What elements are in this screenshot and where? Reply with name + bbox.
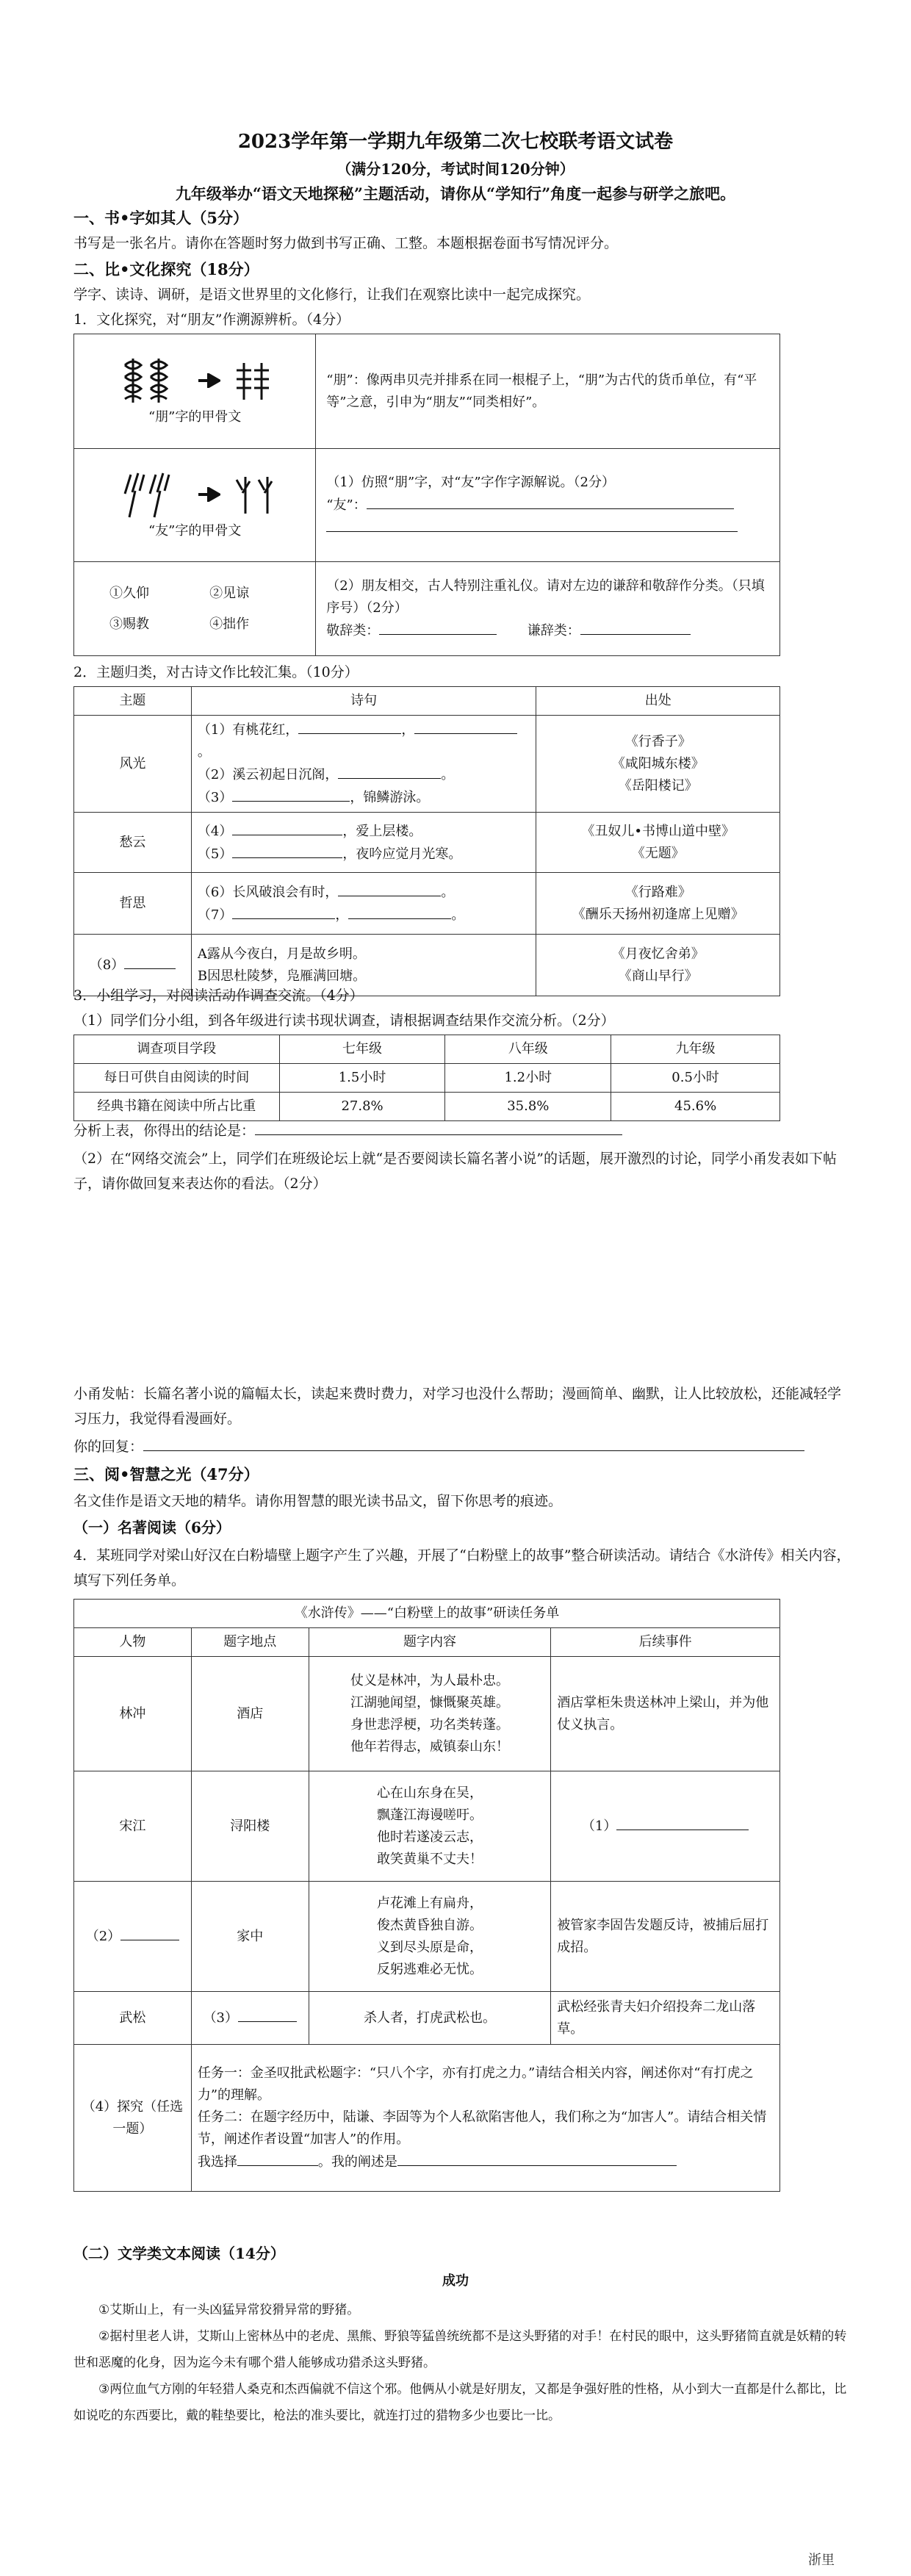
- scenery-sources: 《行香子》 《咸阳城东楼》 《岳阳楼记》: [536, 716, 780, 813]
- classify-task: （2）朋友相交，古人特别注重礼仪。请对左边的谦辞和敬辞作分类。（只填序号）（2分）: [326, 578, 765, 616]
- classify-answers[interactable]: 敬辞类： 谦辞类：: [326, 619, 769, 642]
- you-answer-line-2[interactable]: [326, 517, 769, 539]
- q1-table: [73, 334, 780, 656]
- you-task-cell: [316, 449, 780, 562]
- exam-title: 2023学年第一学期九年级第二次七校联考语文试卷: [237, 131, 674, 153]
- sheet-header-person: 人物: [74, 1628, 192, 1657]
- explore-label: （4）探究（任选一题）: [74, 2045, 192, 2192]
- part3-heading: 三、阅•智慧之光（47分）: [73, 1465, 259, 1483]
- poem-lu-junyi: 卢花滩上有扁舟， 俊杰黄昏独自游。 义到尽头原是命， 反躬逃难必无忧。: [309, 1882, 550, 1992]
- poem-lin-chong: 仗义是林冲，为人最朴忠。 江湖驰闻望，慷慨聚英雄。 身世悲浮梗，功名类转蓬。 他年若得志，威镇泰山东！: [309, 1657, 550, 1771]
- option-3: ③赐教: [109, 616, 149, 632]
- peng-oracle-icon: [115, 355, 188, 406]
- task-sheet-title: 《水浒传》——“白粉壁上的故事”研读任务单: [74, 1600, 780, 1628]
- table-row: 武松 （3） 杀人者，打虎武松也。 武松经张青夫妇介绍投奔二龙山落草。: [74, 1992, 780, 2045]
- line-4[interactable]: （4） ，爱上层楼。: [198, 820, 530, 843]
- options-cell: [74, 562, 316, 656]
- line-2[interactable]: （2）溪云初起日沉阁， 。: [198, 763, 530, 786]
- you-oracle-icon: [115, 469, 188, 520]
- theme-blank-8[interactable]: （8）: [74, 935, 192, 996]
- sheet-header-place: 题字地点: [191, 1628, 309, 1657]
- table-row: 林冲 酒店 仗义是林冲，为人最朴忠。 江湖驰闻望，慷慨聚英雄。 身世悲浮梗，功名类转蓬。 他年若得志，威镇泰山东！ 酒店掌柜朱贵送林冲上梁山，并为他仗义执言。: [74, 1657, 780, 1771]
- q3-stem: 3．小组学习，对阅读活动作调查交流。（4分）: [73, 987, 364, 1004]
- survey-header-g9: 九年级: [611, 1035, 780, 1064]
- explore-task1: 任务一：金圣叹批武松题字：“只八个字，亦有打虎之力。”请结合相关内容，阐述你对“有打虎之力”的理解。: [197, 2065, 754, 2103]
- option-2: ②见谅: [209, 585, 250, 601]
- sheet-header-poem: 题字内容: [309, 1628, 550, 1657]
- paragraph-3: ③两位血气方刚的年轻猎人桑克和杰西偏就不信这个邪。他俩从小就是好朋友，又都是争强好胜的性格，从小到大一直都是什么都比，比如说吃的东西要比，戴的鞋垫要比，枪法的准头要比，就连打过的猎物多少也要比一比。: [73, 2382, 847, 2423]
- option-4: ④拙作: [209, 616, 250, 632]
- scenery-lines: [191, 716, 536, 813]
- explore-task2: 任务二：在题字经历中，陆谦、李固等为个人私欲陷害他人，我们称之为“加害人”。请结合相关情节，阐述作者设置“加害人”的作用。: [197, 2109, 767, 2147]
- philosophy-lines: [191, 873, 536, 935]
- survey-table: [73, 1035, 780, 1121]
- philosophy-sources: 《行路难》 《酬乐天扬州初逢席上见赠》: [536, 873, 780, 935]
- exam-subtitle: （满分120分，考试时间120分钟）: [336, 160, 575, 178]
- arrow-right-icon: [198, 373, 220, 388]
- line-5[interactable]: （5） ，夜吟应觉月光寒。: [198, 843, 530, 866]
- table-row: 经典书籍在阅读中所占比重 27.8% 35.8% 45.6%: [74, 1093, 780, 1121]
- sorrow-lines: [191, 813, 536, 873]
- part1-heading: 一、书•字如其人（5分）: [73, 209, 249, 227]
- corner-mark: 浙里: [808, 2552, 835, 2568]
- sheet-header-event: 后续事件: [551, 1628, 780, 1657]
- line-6[interactable]: （6）长风破浪会有时， 。: [198, 881, 530, 904]
- peng-cell: [74, 334, 316, 449]
- explore-answer[interactable]: 我选择 。我的阐述是: [198, 2151, 774, 2173]
- event-blank-1[interactable]: （1）: [551, 1771, 780, 1882]
- peng-explanation: “朋”：像两串贝壳并排系在同一根棍子上，“朋”为古代的货币单位，有“平等”之意，引申为“朋友”“同类相好”。: [316, 334, 780, 449]
- theme-scenery: 风光: [74, 716, 192, 813]
- q1-stem: 1．文化探究，对“朋友”作溯源辨析。（4分）: [73, 312, 350, 328]
- option-1: ①久仰: [109, 585, 149, 601]
- you-oracle-figure: [80, 469, 309, 520]
- activity-theme: 九年级举办“语文天地探秘”主题活动，请你从“学知行”角度一起参与研学之旅吧。: [175, 184, 736, 203]
- task-sheet-table: [73, 1599, 780, 2192]
- essay-title: 成功: [442, 2273, 469, 2289]
- sorrow-sources: 《丑奴儿•书博山道中壁》 《无题》: [536, 813, 780, 873]
- theme-sorrow: 愁云: [74, 813, 192, 873]
- line-1[interactable]: （1）有桃花红， ，。: [198, 719, 530, 763]
- forum-post: 小甬发帖：长篇名著小说的篇幅太长，读起来费时费力，对学习也没什么帮助；漫画简单、幽默，让人比较放松，还能减轻学习压力，我觉得看漫画好。: [73, 1386, 842, 1427]
- paragraph-1: ①艾斯山上，有一头凶猛异常狡猾异常的野猪。: [98, 2303, 360, 2317]
- paragraph-2: ②据村里老人讲，艾斯山上密林丛中的老虎、黑熊、野狼等猛兽统统都不是这头野猪的对手！在村民的眼中，这头野猪简直就是妖精的转世和恶魔的化身，因为迄今未有哪个猎人能够成功猎杀这头野猪。: [73, 2329, 847, 2370]
- essay-body: [73, 2297, 852, 2429]
- header-lines: 诗句: [191, 687, 536, 716]
- you-answer-line-1[interactable]: “友”：: [326, 494, 769, 517]
- part2-intro: 学字、读诗、调研，是语文世界里的文化修行，让我们在观察比读中一起完成探究。: [73, 287, 591, 303]
- you-caption: “友”字的甲骨文: [148, 522, 242, 539]
- homesick-sources: 《月夜忆舍弟》 《商山早行》: [536, 935, 780, 996]
- table-row: 宋江 浔阳楼 心在山东身在吴， 飘蓬江海谩嗟吁。 他时若遂凌云志， 敢笑黄巢不丈夫！ （1）: [74, 1771, 780, 1882]
- part2-heading: 二、比•文化探究（18分）: [73, 260, 259, 278]
- sub1-heading: （一）名著阅读（6分）: [73, 1519, 231, 1536]
- you-task-text: （1）仿照“朋”字，对“友”字作字源解说。（2分）: [326, 474, 616, 490]
- line-3[interactable]: （3） ，锦鳞游泳。: [198, 786, 530, 809]
- you-modern-glyph-icon: [231, 472, 275, 517]
- person-blank-2[interactable]: （2）: [74, 1882, 192, 1992]
- q3-task2: （2）在“网络交流会”上，同学们在班级论坛上就“是否要阅读长篇名著小说”的话题，展开激烈的讨论，同学小甬发表如下帖子，请你做回复来表达你的看法。（2分）: [73, 1151, 837, 1192]
- theme-philosophy: 哲思: [74, 873, 192, 935]
- q3-task1: （1）同学们分小组，到各年级进行读书现状调查，请根据调查结果作交流分析。（2分）: [73, 1012, 615, 1029]
- analysis-answer[interactable]: 分析上表，你得出的结论是：: [73, 1118, 852, 1143]
- header-source: 出处: [536, 687, 780, 716]
- header-theme: 主题: [74, 687, 192, 716]
- survey-header-item: 调查项目学段: [74, 1035, 280, 1064]
- peng-oracle-figure: [80, 355, 309, 406]
- q2-stem: 2．主题归类，对古诗文作比较汇集。（10分）: [73, 664, 359, 680]
- poem-song-jiang: 心在山东身在吴， 飘蓬江海谩嗟吁。 他时若遂凌云志， 敢笑黄巢不丈夫！: [309, 1771, 550, 1882]
- survey-header-g7: 七年级: [279, 1035, 445, 1064]
- explore-cell: [191, 2045, 779, 2192]
- place-blank-3[interactable]: （3）: [191, 1992, 309, 2045]
- q4-stem: 4．某班同学对梁山好汉在白粉墙壁上题字产生了兴趣，开展了“白粉壁上的故事”整合研读活动。请结合《水浒传》相关内容，填写下列任务单。: [73, 1547, 851, 1589]
- arrow-right-icon: [198, 487, 220, 502]
- line-7[interactable]: （7） ， 。: [198, 904, 530, 927]
- table-row: （2） 家中 卢花滩上有扁舟， 俊杰黄昏独自游。 义到尽头原是命， 反躬逃难必无忧。 被管家李固告发题反诗，被捕后屈打成招。: [74, 1882, 780, 1992]
- sub2-heading: （二）文学类文本阅读（14分）: [73, 2245, 285, 2262]
- part3-intro: 名文佳作是语文天地的精华。请你用智慧的眼光读书品文，留下你思考的痕迹。: [73, 1493, 563, 1509]
- poetry-table: [73, 686, 780, 996]
- peng-modern-glyph-icon: [231, 359, 275, 403]
- classify-cell: [316, 562, 780, 656]
- homesick-lines: A露从今夜白，月是故乡明。 B因思杜陵梦，凫雁满回塘。: [191, 935, 536, 996]
- table-row: 每日可供自由阅读的时间 1.5小时 1.2小时 0.5小时: [74, 1064, 780, 1093]
- part1-text: 书写是一张名片。请你在答题时努力做到书写正确、工整。本题根据卷面书写情况评分。: [73, 235, 619, 251]
- peng-caption: “朋”字的甲骨文: [148, 409, 242, 425]
- you-cell: [74, 449, 316, 562]
- survey-header-g8: 八年级: [445, 1035, 611, 1064]
- reply-answer[interactable]: 你的回复：: [73, 1434, 852, 1459]
